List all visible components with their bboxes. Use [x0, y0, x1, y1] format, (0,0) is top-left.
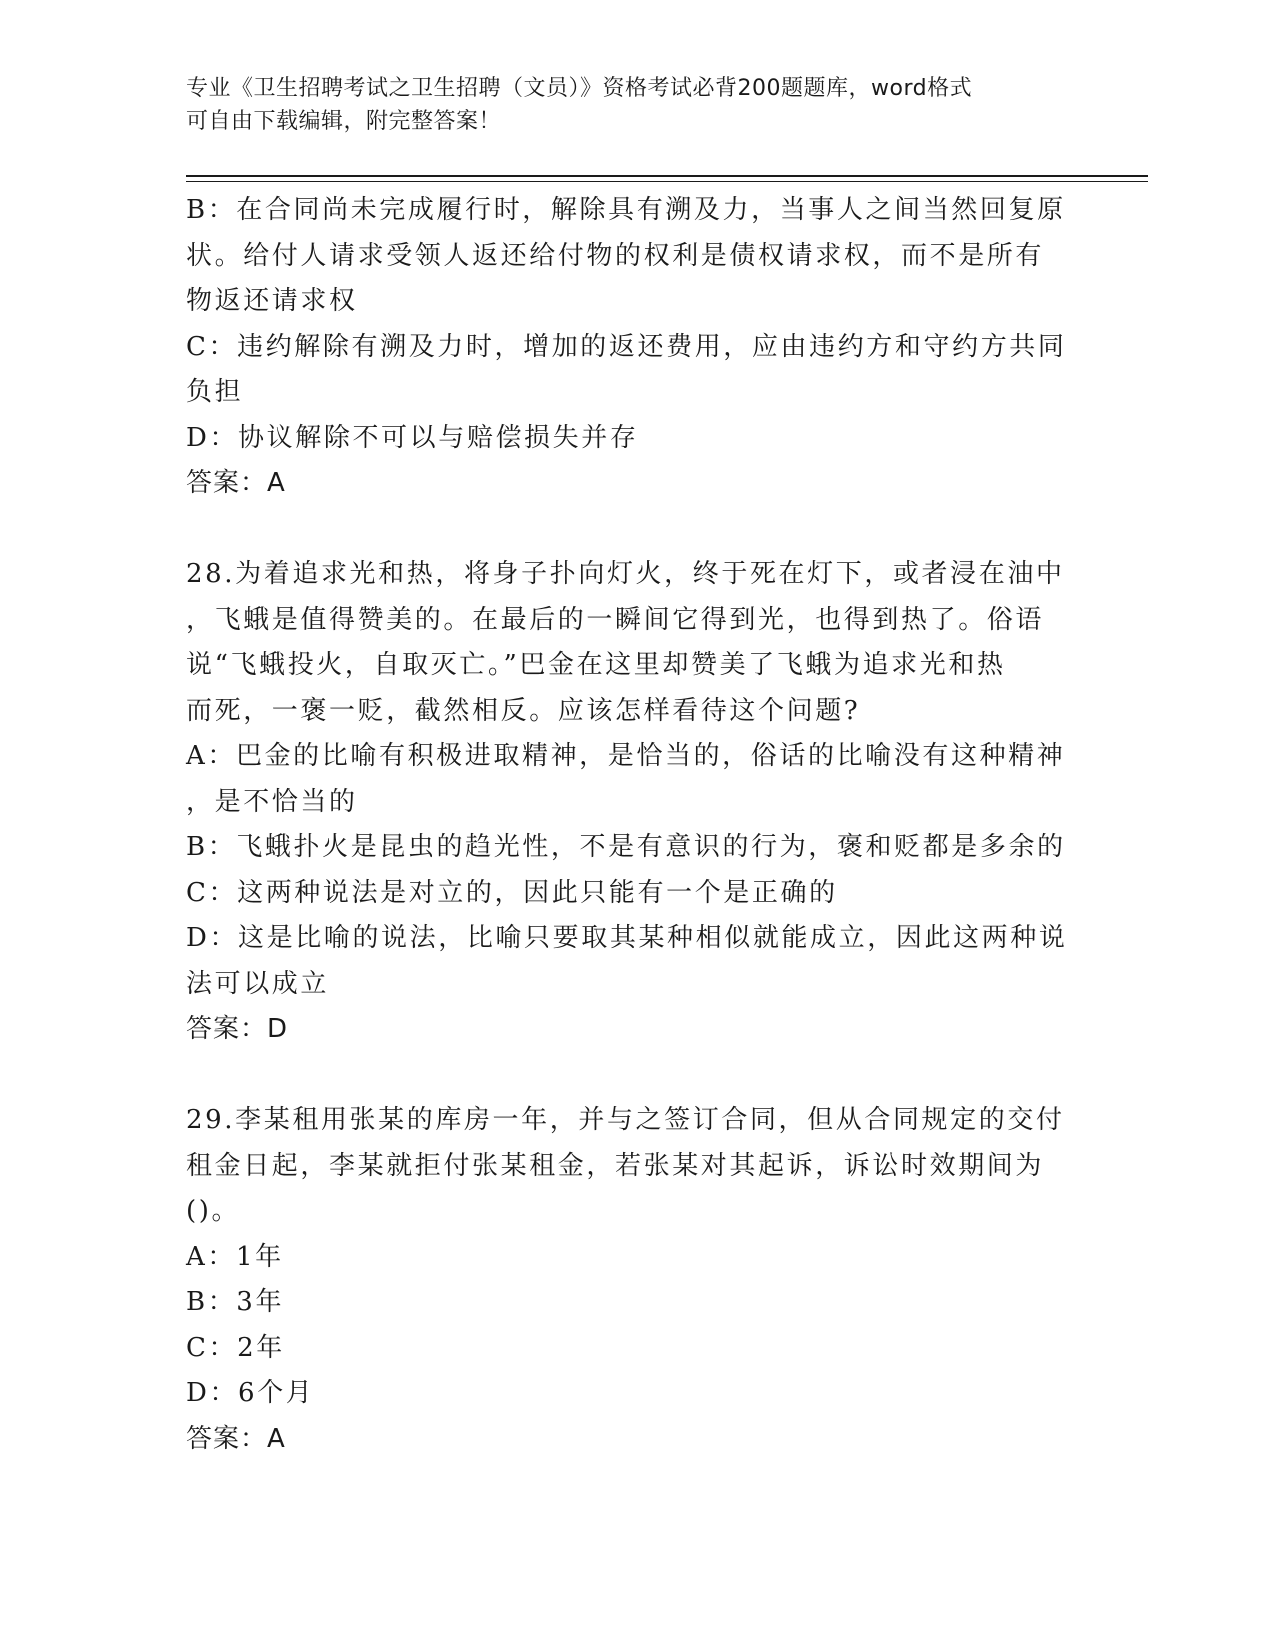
option-c: C：2年 — [186, 1332, 285, 1363]
option-d-line-2: 法可以成立 — [186, 968, 330, 999]
question-stem-line-3: 说“飞蛾投火，自取灭亡。”巴金在这里却赞美了飞蛾为追求光和热 — [186, 650, 1006, 680]
question-stem-line-1: 29.李某租用张某的库房一年，并与之签订合同，但从合同规定的交付 — [186, 1105, 1065, 1135]
spacer — [186, 507, 1086, 553]
question-28 — [186, 552, 1086, 1053]
option-b-line-2: 状。给付人请求受领人返还给付物的权利是债权请求权，而不是所有 — [186, 240, 1045, 271]
question-27-continued — [186, 188, 1086, 507]
option-d-line-1: D：这是比喻的说法，比喻只要取其某种相似就能成立，因此这两种说 — [186, 923, 1068, 953]
option-c-line-1: C：违约解除有溯及力时，增加的返还费用，应由违约方和守约方共同 — [186, 331, 1067, 362]
option-d: D：协议解除不可以与赔偿损失并存 — [186, 422, 639, 453]
option-b: B：飞蛾扑火是昆虫的趋光性，不是有意识的行为，褒和贬都是多余的 — [186, 832, 1066, 862]
question-stem-line-4: 而死，一褒一贬，截然相反。应该怎样看待这个问题? — [186, 695, 861, 726]
question-list — [186, 188, 1086, 1462]
header-title-line-2: 可自由下载编辑，附完整答案！ — [186, 109, 502, 134]
header-divider-thin — [186, 181, 1148, 182]
option-d: D：6个月 — [186, 1378, 315, 1408]
option-c: C：这两种说法是对立的，因此只能有一个是正确的 — [186, 877, 838, 908]
answer: 答案：A — [186, 1423, 286, 1454]
option-a-line-1: A：巴金的比喻有积极进取精神，是恰当的，俗话的比喻没有这种精神 — [186, 741, 1066, 771]
option-c-line-2: 负担 — [186, 377, 244, 407]
question-stem-line-1: 28.为着追求光和热，将身子扑向灯火，终于死在灯下，或者浸在油中 — [186, 559, 1065, 589]
option-b: B：3年 — [186, 1287, 285, 1317]
option-a: A：1年 — [186, 1241, 284, 1272]
question-stem-line-2: 租金日起，李某就拒付张某租金，若张某对其起诉，诉讼时效期间为 — [186, 1150, 1045, 1181]
question-stem-line-2: ，飞蛾是值得赞美的。在最后的一瞬间它得到光，也得到热了。俗语 — [186, 604, 1045, 635]
question-stem-line-3: ()。 — [186, 1196, 241, 1226]
option-a-line-2: ，是不恰当的 — [186, 786, 358, 817]
document-header — [186, 72, 1086, 138]
spacer — [186, 1053, 1086, 1099]
header-title-line-1: 专业《卫生招聘考试之卫生招聘（文员）》资格考试必背200题题库，word格式 — [186, 76, 973, 101]
option-b-line-1: B：在合同尚未完成履行时，解除具有溯及力，当事人之间当然回复原 — [186, 195, 1066, 225]
question-29 — [186, 1098, 1086, 1462]
header-divider-thick — [186, 175, 1148, 177]
answer: 答案：D — [186, 1014, 289, 1044]
option-b-line-3: 物返还请求权 — [186, 286, 358, 316]
answer: 答案：A — [186, 468, 286, 498]
